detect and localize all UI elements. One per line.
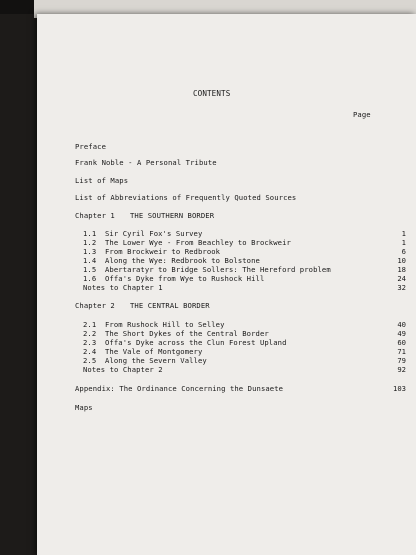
contents-page [37, 14, 416, 555]
front-matter-tribute: Frank Noble - A Personal Tribute [75, 158, 217, 167]
page-title: CONTENTS [193, 89, 231, 98]
section-page: 24 [397, 274, 406, 283]
section-page: 60 [397, 338, 406, 347]
appendix-page: 103 [393, 384, 406, 393]
section-title: Offa's Dyke across the Clun Forest Upland [105, 338, 287, 347]
appendix-title: Appendix: The Ordinance Concerning the Dunsaete [75, 384, 284, 393]
front-matter-abbreviations: List of Abbreviations of Frequently Quoted Sources [75, 193, 297, 202]
section-number: 1.2 [83, 238, 97, 247]
section-page: 49 [397, 329, 406, 338]
section-title: Sir Cyril Fox's Survey [105, 229, 203, 238]
notes-title: Notes to Chapter 2 [83, 365, 163, 374]
section-title: Along the Wye: Redbrook to Bolstone [105, 256, 260, 265]
maps-entry: Maps [75, 403, 93, 412]
section-number: 2.5 [83, 356, 97, 365]
section-page: 1 [401, 229, 406, 238]
front-matter-preface: Preface [75, 142, 106, 151]
section-page: 18 [397, 265, 406, 274]
page-column-label: Page [353, 110, 371, 119]
section-number: 2.3 [83, 338, 97, 347]
chapter-1-number: Chapter 1 [75, 211, 115, 220]
section-page: 6 [401, 247, 406, 256]
chapter-2-title: THE CENTRAL BORDER [130, 301, 210, 310]
section-title: The Lower Wye - From Beachley to Brockweir [105, 238, 291, 247]
section-page: 1 [401, 238, 406, 247]
section-number: 1.4 [83, 256, 97, 265]
section-number: 1.6 [83, 274, 97, 283]
section-title: The Vale of Montgomery [105, 347, 203, 356]
section-number: 1.3 [83, 247, 97, 256]
chapter-2-number: Chapter 2 [75, 301, 115, 310]
section-page: 40 [397, 320, 406, 329]
section-title: Abertaratyr to Bridge Sollers: The Hereford problem [105, 265, 331, 274]
front-matter-maps: List of Maps [75, 176, 129, 185]
section-number: 2.4 [83, 347, 97, 356]
notes-page: 32 [397, 283, 406, 292]
section-number: 1.1 [83, 229, 97, 238]
section-page: 71 [397, 347, 406, 356]
section-page: 79 [397, 356, 406, 365]
notes-page: 92 [397, 365, 406, 374]
notes-title: Notes to Chapter 1 [83, 283, 163, 292]
section-title: The Short Dykes of the Central Border [105, 329, 269, 338]
section-title: Offa's Dyke from Wye to Rushock Hill [105, 274, 265, 283]
table-of-contents [37, 14, 416, 555]
section-title: Along the Severn Valley [105, 356, 207, 365]
section-title: From Rushock Hill to Selley [105, 320, 225, 329]
section-number: 2.2 [83, 329, 97, 338]
section-title: From Brockweir to Redbrook [105, 247, 221, 256]
chapter-1-title: THE SOUTHERN BORDER [130, 211, 215, 220]
section-page: 10 [397, 256, 406, 265]
section-number: 1.5 [83, 265, 97, 274]
section-number: 2.1 [83, 320, 97, 329]
